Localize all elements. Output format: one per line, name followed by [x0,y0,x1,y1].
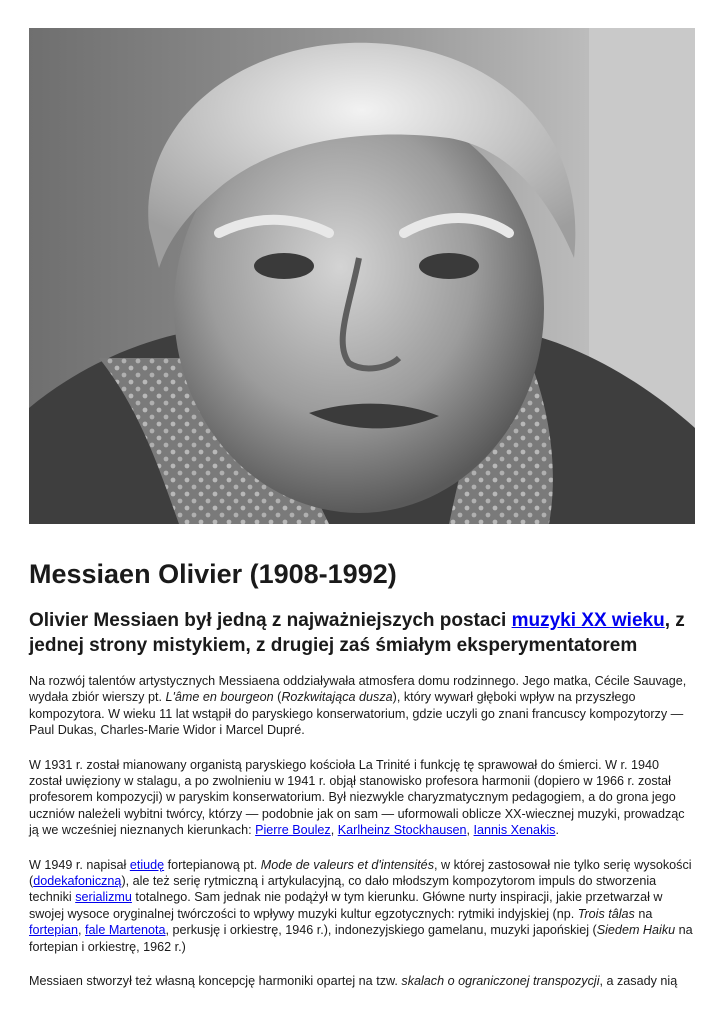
text-run: W 1931 r. został mianowany organistą paryskiego kościoła La Trinité i funkcję tę sprawował do śmierci. W r. 1940 został uwięziony w stalagu, a po zwolnieniu w 1941 r. objął stanowisko profesora harmonii (dopiero w 1966 r. został profesorem kompozycji) w paryskim konserwatorium. Był niezwykle charyzmatycznym pedagogiem, a do grona jego uczniów należeli wybitni twórcy, którzy — podobnie jak on sam — uformowali oblicze XX-wiecznej muzyki, prowadząc ją we wcześniej nieznanych kierunkach: [29,757,685,838]
link-fale-martenota[interactable]: fale Martenota [85,923,166,938]
text-run: , a zasady nią [599,974,678,989]
article-subtitle [29,608,695,658]
link-iannis-xenakis[interactable]: Iannis Xenakis [473,823,556,838]
link-etiude[interactable]: etiudę [129,857,165,872]
subtitle-text: Olivier Messiaen był jedną z najważniejszych postaci [29,610,512,631]
subtitle-text: , z [664,610,685,631]
text-run: , [78,923,86,938]
link-karlheinz-stockhausen[interactable]: Karlheinz Stockhausen [337,823,467,838]
portrait-photo [29,28,695,524]
link-fortepian[interactable]: fortepian [29,923,79,938]
text-run: . [555,823,559,838]
text-run: na [634,906,653,921]
text-run: ), ale też serię rytmiczną i artykulacyjną, co dało młodszym kompozytorom impuls do stworzenia techniki [29,874,657,905]
text-run: fortepianową pt. [164,857,261,872]
paragraph-2 [29,757,695,839]
text-run: , w której zastosował nie tylko serię wysokości ( [29,857,692,889]
italic-title: Siedem Haiku [596,923,676,938]
italic-title: Mode de valeurs et d'intensités [260,857,434,872]
italic-title: Trois tâlas [577,906,635,921]
text-run: , [466,823,474,838]
paragraph-3 [29,857,695,955]
link-muzyki-xx-wieku[interactable]: muzyki XX wieku [511,610,665,631]
link-serializmu[interactable]: serializmu [75,890,132,905]
italic-title: L'âme en bourgeon [165,690,274,705]
text-run: , perkusję i orkiestrę, 1946 r.), indonezyjskiego gamelanu, muzyki japońskiej ( [165,923,597,938]
paragraph-1 [29,673,695,739]
text-run: na fortepian i orkiestrę, 1962 r.) [29,923,693,954]
paragraph-4 [29,973,695,989]
text-run: Messiaen stworzył też własną koncepcję harmoniki opartej na tzw. [29,974,402,989]
text-run: ), który wywarł głęboki wpływ na przyszłego kompozytora. W wieku 11 lat wstąpił do paryskiego konserwatorium, gdzie uczyli go znani francuscy kompozytorzy — Paul Dukas, Charles-Marie Widor i Marcel Dupré. [29,690,684,738]
link-pierre-boulez[interactable]: Pierre Boulez [255,823,331,838]
text-run: Na rozwój talentów artystycznych Messiaena oddziaływała atmosfera domu rodzinnego. Jego matka, Cécile Sauvage, wydała zbiór wierszy pt. [29,674,687,705]
text-run: totalnego. Sam jednak nie podążył w tym kierunku. Główne nurty inspiracji, jakie przetwarzał w swojej wysoce oryginalnej twórczości to wpływy muzyki kultur egzotycznych: rytmiki indyjskiej (np. [29,890,663,921]
subtitle-text: jednej strony mistykiem, z drugiej zaś śmiałym eksperymentatorem [29,635,638,656]
text-run: , [330,823,338,838]
page-title: Messiaen Olivier (1908-1992) [29,559,397,589]
link-dodekafoniczna[interactable]: dodekafoniczną [33,874,122,889]
text-run: ( [273,690,282,705]
portrait-image [29,28,695,524]
text-run: W 1949 r. napisał [29,857,130,872]
italic-title: skalach o ograniczonej transpozycji [401,974,600,989]
article [29,556,695,990]
italic-title: Rozkwitająca dusza [281,690,393,705]
